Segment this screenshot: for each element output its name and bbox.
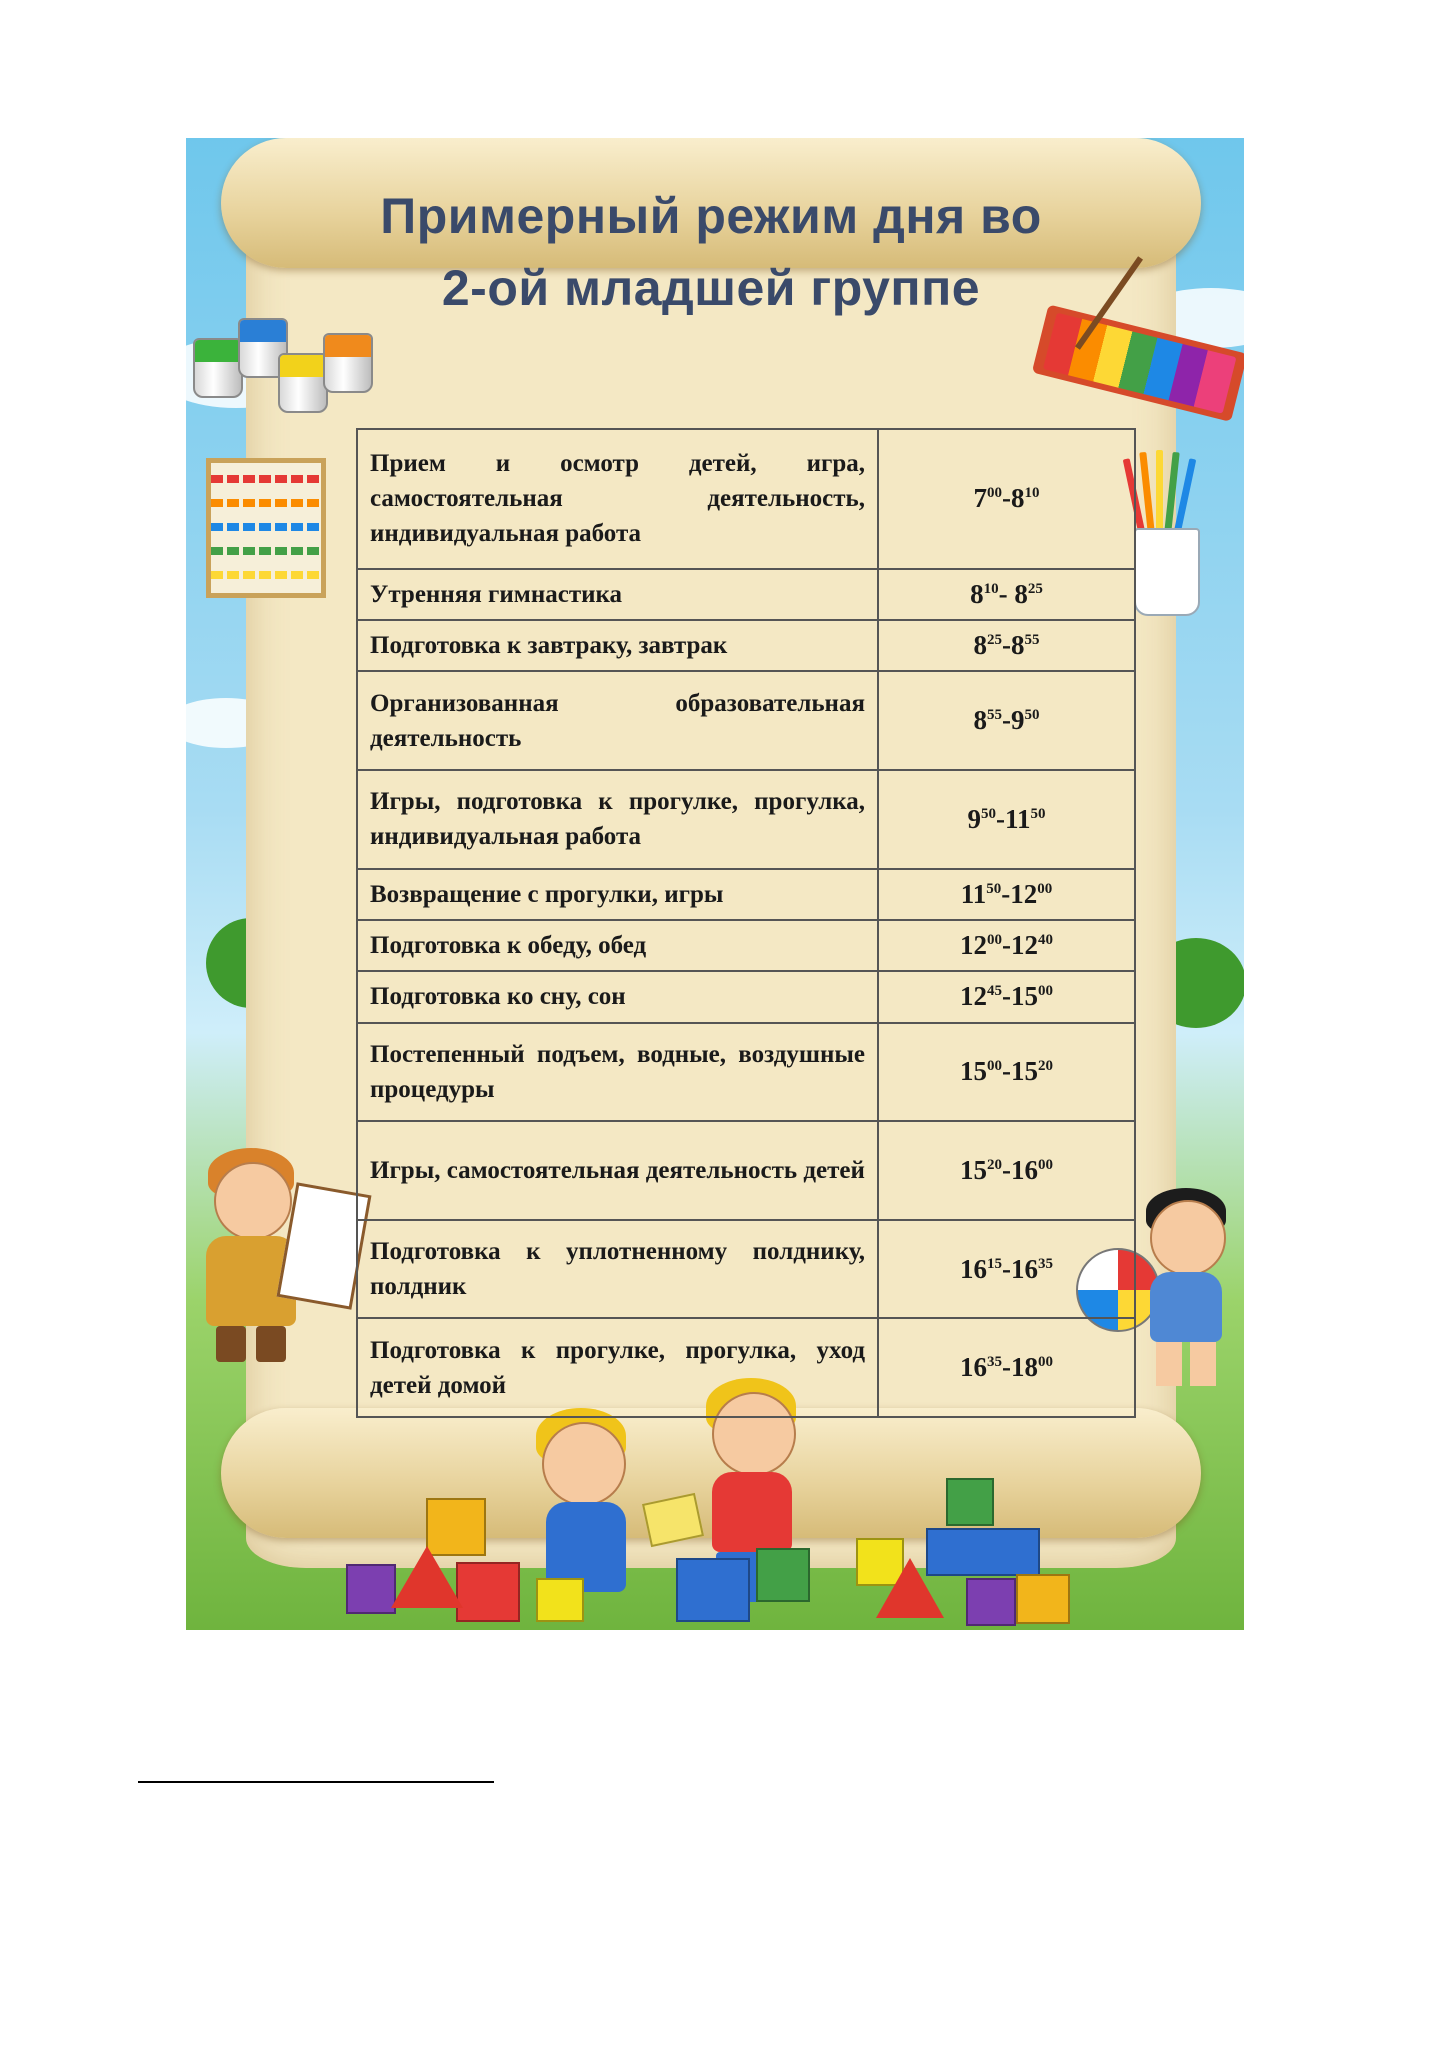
end-minutes: 20 — [1038, 1058, 1053, 1075]
end-minutes: 35 — [1038, 1255, 1053, 1272]
schedule-row — [357, 569, 1135, 620]
end-hour: 15 — [1011, 981, 1038, 1012]
schedule-row — [357, 971, 1135, 1022]
schedule-row — [357, 1220, 1135, 1319]
start-minutes: 50 — [986, 880, 1002, 897]
start-hour: 12 — [960, 981, 987, 1012]
time-separator: - — [1001, 878, 1011, 909]
start-minutes: 50 — [980, 805, 996, 822]
start-hour: 16 — [960, 1253, 987, 1284]
title-line-2: 2-ой младшей группе — [441, 260, 981, 316]
daily-schedule-table — [356, 428, 1136, 1418]
activity-cell: Подготовка к прогулке, прогулка, уход детей домой — [357, 1318, 878, 1417]
end-hour: 12 — [1010, 878, 1038, 909]
start-minutes: 55 — [987, 707, 1002, 724]
time-cell — [878, 971, 1135, 1022]
end-minutes: 55 — [1024, 632, 1040, 649]
time-separator: - — [1002, 930, 1011, 961]
start-hour: 7 — [973, 483, 987, 514]
start-minutes: 00 — [987, 485, 1002, 502]
time-cell — [878, 671, 1135, 770]
start-hour: 16 — [960, 1352, 987, 1383]
end-minutes: 10 — [1024, 485, 1040, 502]
start-hour: 9 — [967, 803, 981, 834]
schedule-row — [357, 1318, 1135, 1417]
time-separator: - — [1002, 981, 1011, 1012]
end-minutes: 00 — [1037, 880, 1053, 897]
end-hour: 8 — [1014, 578, 1028, 609]
schedule-row — [357, 869, 1135, 920]
activity-cell: Утренняя гимнастика — [357, 569, 878, 620]
time-cell — [878, 1220, 1135, 1319]
time-cell — [878, 869, 1135, 920]
start-hour: 12 — [960, 930, 987, 961]
schedule-poster — [186, 138, 1244, 1630]
time-separator: - — [998, 578, 1015, 609]
activity-cell: Прием и осмотр детей, игра, самостоятельная деятельность, индивидуальная работа — [357, 429, 878, 569]
schedule-row — [357, 620, 1135, 671]
activity-cell: Подготовка к завтраку, завтрак — [357, 620, 878, 671]
toy-block — [1016, 1574, 1070, 1624]
time-separator: - — [1002, 630, 1011, 661]
start-hour: 8 — [973, 705, 987, 736]
poster-title — [246, 180, 1176, 324]
toy-pyramid — [391, 1546, 463, 1608]
start-minutes: 20 — [987, 1156, 1002, 1173]
time-separator: - — [1002, 483, 1011, 514]
painting-boy-illustration — [186, 1148, 356, 1368]
start-hour: 15 — [960, 1154, 987, 1185]
end-minutes: 00 — [1038, 1156, 1053, 1173]
time-cell — [878, 620, 1135, 671]
time-cell — [878, 770, 1135, 869]
start-minutes: 35 — [987, 1354, 1002, 1371]
end-hour: 8 — [1011, 630, 1025, 661]
start-hour: 15 — [960, 1056, 987, 1087]
time-separator: - — [1002, 1352, 1011, 1383]
end-hour: 16 — [1011, 1253, 1038, 1284]
paint-can-yellow — [278, 353, 328, 413]
time-cell — [878, 429, 1135, 569]
toy-block — [946, 1478, 994, 1526]
schedule-row — [357, 1023, 1135, 1122]
schedule-row — [357, 429, 1135, 569]
start-minutes: 10 — [983, 580, 999, 597]
time-separator: - — [1002, 1056, 1011, 1087]
toy-block — [346, 1564, 396, 1614]
end-minutes: 25 — [1027, 580, 1043, 597]
end-hour: 8 — [1011, 483, 1025, 514]
schedule-row — [357, 770, 1135, 869]
end-hour: 16 — [1011, 1154, 1038, 1185]
time-separator: - — [1002, 705, 1011, 736]
schedule-row — [357, 671, 1135, 770]
activity-cell: Возвращение с прогулки, игры — [357, 869, 878, 920]
activity-cell: Организованная образовательная деятельность — [357, 671, 878, 770]
end-hour: 12 — [1011, 930, 1038, 961]
end-hour: 11 — [1004, 803, 1031, 834]
end-hour: 18 — [1011, 1352, 1038, 1383]
title-line-1: Примерный режим дня во — [380, 188, 1042, 244]
end-minutes: 00 — [1038, 983, 1053, 1000]
end-minutes: 50 — [1024, 707, 1040, 724]
toy-block — [966, 1578, 1016, 1626]
time-separator: - — [995, 803, 1005, 834]
end-minutes: 40 — [1038, 932, 1053, 949]
end-hour: 15 — [1011, 1056, 1038, 1087]
toy-block — [756, 1548, 810, 1602]
end-minutes: 50 — [1030, 805, 1046, 822]
start-minutes: 00 — [987, 932, 1002, 949]
end-hour: 9 — [1011, 705, 1025, 736]
time-cell — [878, 920, 1135, 971]
toy-block — [676, 1558, 750, 1622]
paint-cans-illustration — [188, 308, 378, 428]
time-cell — [878, 1023, 1135, 1122]
activity-cell: Подготовка к обеду, обед — [357, 920, 878, 971]
time-cell — [878, 1121, 1135, 1220]
toy-block — [456, 1562, 520, 1622]
paint-can-green — [193, 338, 243, 398]
time-cell — [878, 569, 1135, 620]
start-minutes: 15 — [987, 1255, 1002, 1272]
time-separator: - — [1002, 1154, 1011, 1185]
pencil-cup-illustration — [1126, 458, 1206, 618]
time-separator: - — [1002, 1253, 1011, 1284]
footnote-separator — [138, 1781, 494, 1783]
activity-cell: Игры, подготовка к прогулке, прогулка, индивидуальная работа — [357, 770, 878, 869]
activity-cell: Игры, самостоятельная деятельность детей — [357, 1121, 878, 1220]
activity-cell: Постепенный подъем, водные, воздушные процедуры — [357, 1023, 878, 1122]
start-minutes: 25 — [987, 632, 1002, 649]
start-minutes: 45 — [987, 983, 1002, 1000]
schedule-body — [357, 429, 1135, 1417]
abacus-illustration — [206, 458, 326, 598]
activity-cell: Подготовка ко сну, сон — [357, 971, 878, 1022]
start-minutes: 00 — [987, 1058, 1002, 1075]
start-hour: 8 — [973, 630, 987, 661]
start-hour: 8 — [970, 578, 984, 609]
end-minutes: 00 — [1038, 1354, 1053, 1371]
schedule-row — [357, 1121, 1135, 1220]
toy-block — [536, 1578, 584, 1622]
schedule-row — [357, 920, 1135, 971]
time-cell — [878, 1318, 1135, 1417]
activity-cell: Подготовка к уплотненному полднику, полдник — [357, 1220, 878, 1319]
toy-pyramid — [876, 1558, 944, 1618]
paint-can-orange — [323, 333, 373, 393]
start-hour: 11 — [960, 878, 987, 909]
